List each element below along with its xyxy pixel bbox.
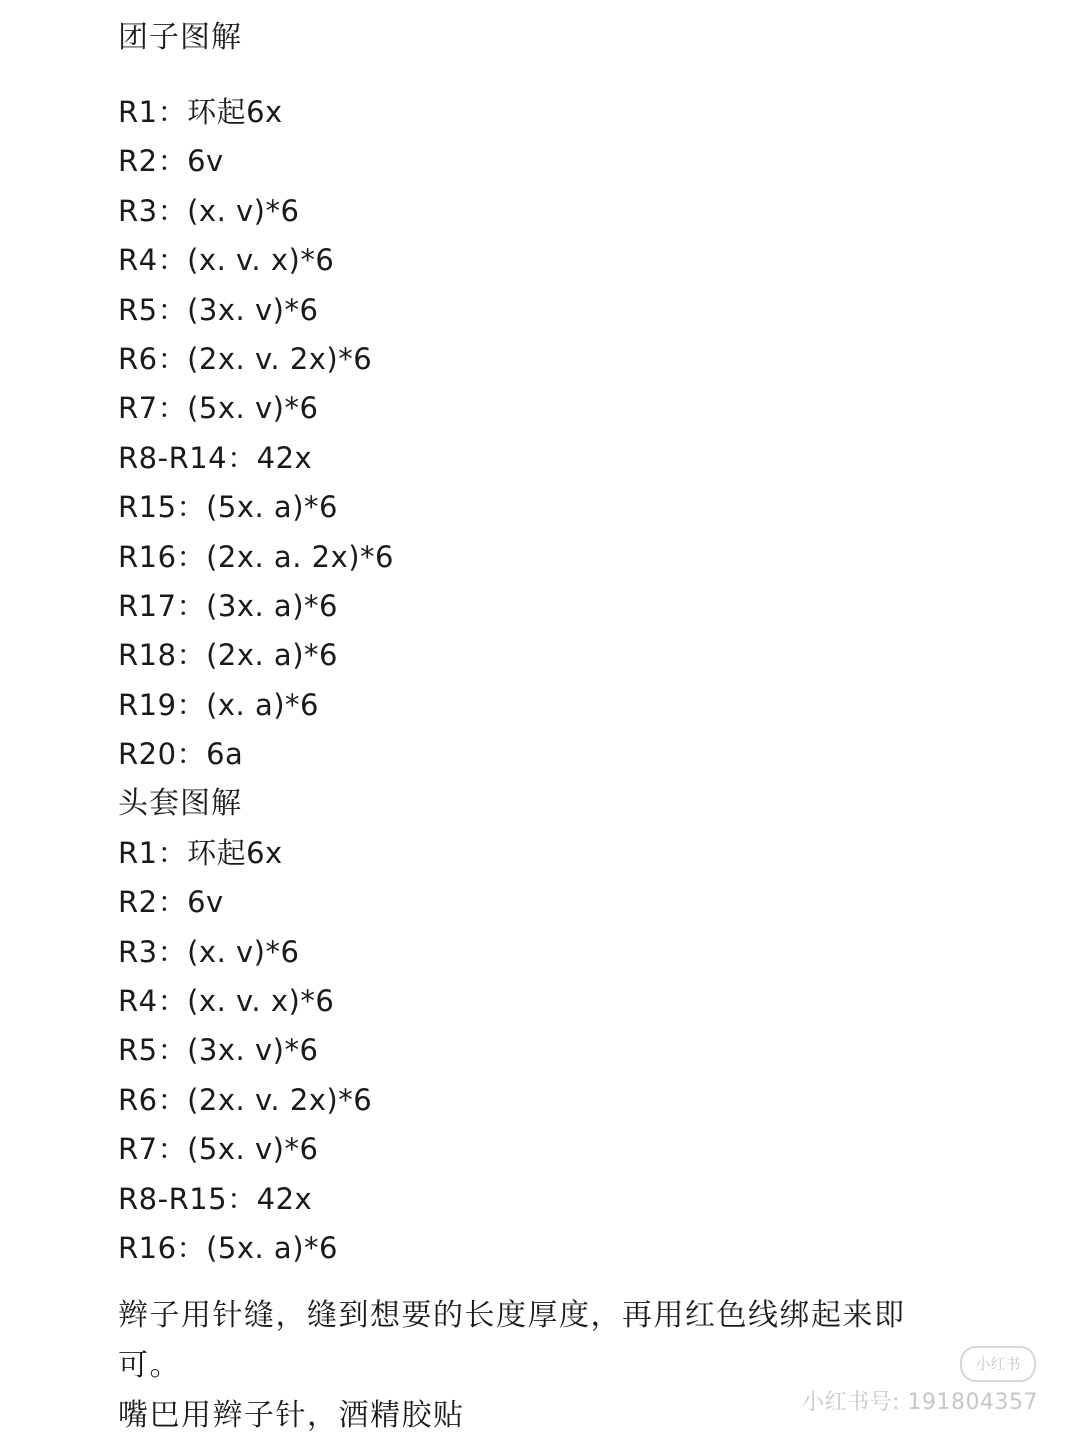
- pattern-row: [118, 681, 978, 730]
- section-title-tuanzi: 团子图解: [118, 20, 242, 55]
- row-label: R18：: [118, 638, 207, 673]
- row-label: R3：: [118, 193, 188, 228]
- pattern-row: [118, 582, 978, 631]
- note-braid-end: 可。: [118, 1348, 181, 1384]
- pattern-row: [118, 88, 978, 137]
- pattern-row: [118, 730, 978, 779]
- row-label: R16：: [118, 1230, 207, 1265]
- pattern-row: [118, 1125, 978, 1174]
- note-braid: 辫子用针缝，缝到想要的长度厚度，再用红色线绑起来即: [118, 1298, 906, 1334]
- pattern-row: [118, 878, 978, 927]
- row-value: (x. v)*6: [187, 193, 300, 228]
- row-value: 42x: [256, 440, 313, 475]
- row-label: R5：: [118, 292, 188, 327]
- pattern-row: [118, 187, 978, 236]
- row-value: (5x. v)*6: [187, 391, 319, 426]
- row-label: R20：: [118, 737, 207, 772]
- row-label: R4：: [118, 984, 188, 1019]
- pattern-row: [118, 434, 978, 483]
- row-value: (5x. a)*6: [206, 1230, 338, 1265]
- row-value: 环起6x: [187, 835, 283, 870]
- xiaohongshu-logo: 小红书: [960, 1346, 1036, 1382]
- row-value: (3x. v)*6: [187, 1033, 319, 1068]
- row-label: R8-R14：: [118, 440, 257, 475]
- row-label: R3：: [118, 934, 188, 969]
- pattern-row: [118, 384, 978, 433]
- watermark-id: 小红书号: 191804357: [802, 1390, 1038, 1415]
- pattern-row: [118, 1026, 978, 1075]
- row-value: (x. v. x)*6: [187, 243, 335, 278]
- row-label: R1：: [118, 95, 188, 129]
- row-label: R4：: [118, 243, 188, 278]
- row-label: R6：: [118, 1082, 188, 1117]
- row-value: (x. v)*6: [187, 934, 300, 969]
- pattern-row: [118, 236, 978, 285]
- row-value: (2x. a. 2x)*6: [206, 539, 395, 574]
- pattern-row: [118, 1224, 978, 1273]
- row-value: 6v: [187, 144, 224, 179]
- row-value: 42x: [256, 1181, 313, 1216]
- pattern-row: [118, 977, 978, 1026]
- row-value: (2x. a)*6: [206, 638, 338, 673]
- row-value: (3x. a)*6: [206, 588, 338, 623]
- row-value: (x. v. x)*6: [187, 984, 335, 1019]
- row-label: R7：: [118, 1132, 188, 1167]
- pattern-row: [118, 928, 978, 977]
- pattern-row: [118, 286, 978, 335]
- row-label: R17：: [118, 588, 207, 623]
- section-tuanzi-rows: [118, 88, 978, 779]
- row-label: R2：: [118, 885, 188, 920]
- section-title-toutao: 头套图解: [118, 786, 242, 822]
- row-value: 6v: [187, 885, 224, 920]
- row-label: R16：: [118, 539, 207, 574]
- row-label: R19：: [118, 687, 207, 722]
- row-value: (2x. v. 2x)*6: [187, 1082, 373, 1117]
- pattern-row: [118, 335, 978, 384]
- row-value: (5x. v)*6: [187, 1132, 319, 1167]
- pattern-row: [118, 483, 978, 532]
- pattern-row: [118, 533, 978, 582]
- pattern-row: [118, 1076, 978, 1125]
- row-value: (5x. a)*6: [206, 490, 338, 525]
- row-value: 环起6x: [187, 95, 283, 129]
- row-value: (2x. v. 2x)*6: [187, 341, 373, 376]
- pattern-document: [118, 0, 978, 1441]
- pattern-row: [118, 631, 978, 680]
- row-label: R7：: [118, 391, 188, 426]
- pattern-row: [118, 1175, 978, 1224]
- row-value: (x. a)*6: [206, 687, 320, 722]
- row-value: 6a: [206, 737, 244, 772]
- section-toutao-rows: [118, 829, 978, 1274]
- row-label: R1：: [118, 835, 188, 870]
- row-label: R5：: [118, 1033, 188, 1068]
- row-label: R2：: [118, 144, 188, 179]
- row-label: R15：: [118, 490, 207, 525]
- pattern-row: [118, 829, 978, 878]
- pattern-row: [118, 137, 978, 186]
- row-label: R6：: [118, 341, 188, 376]
- row-value: (3x. v)*6: [187, 292, 319, 327]
- notes-block: [118, 1291, 978, 1441]
- row-label: R8-R15：: [118, 1181, 257, 1216]
- note-mouth: 嘴巴用辫子针，酒精胶贴: [118, 1398, 465, 1434]
